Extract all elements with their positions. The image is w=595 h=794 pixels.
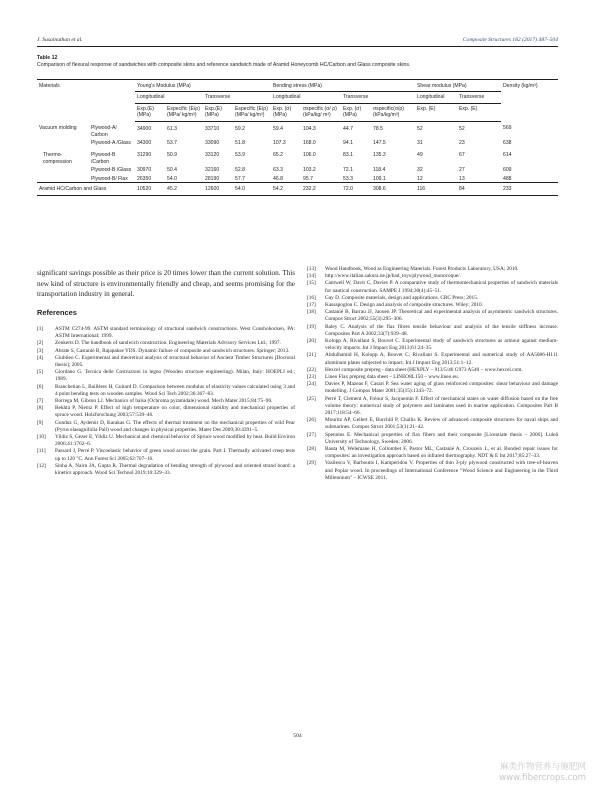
- table-cell: 32: [417, 167, 423, 174]
- table-cell: 95.7: [303, 175, 313, 182]
- table-cell: 12: [417, 175, 423, 182]
- reference-text: Bauta M, Welemane H, Collombet F, Pastor ML, Castanié A, Crouzeix L, et al. Bonded repair issues for composites: an investigation approach based on infrared thermography. NDT & E Int 2017;85:27–33.: [325, 446, 558, 460]
- reference-item[interactable]: [37, 405, 295, 419]
- table-cell: 106.0: [303, 152, 316, 159]
- table-cell: 46.8: [273, 175, 283, 182]
- reference-number: [28]: [307, 446, 316, 453]
- reference-text: Kassapoglou C. Design and analysis of composite structures. Wiley; 2010.: [325, 302, 483, 309]
- header-rule: [37, 46, 558, 47]
- table-row: [37, 138, 558, 146]
- reference-list-right: [307, 266, 558, 482]
- reference-number: [17]: [307, 302, 316, 309]
- table-cell: 53.7: [167, 139, 177, 146]
- reference-item[interactable]: [37, 434, 295, 448]
- reference-text: Yildiz S, Gezer E, Yildiz U. Mechanical and chemical behavior of Spruce wood modified by heat. Build Environ 2006;41:1762–6.: [55, 434, 295, 448]
- page-number: 504: [293, 733, 302, 739]
- reference-text: Spennins E. Mechanical properties of flax fibers and their composite [Licentiate thesis – 2006]. Luleå University of Technology, Sweden; 2006.: [325, 431, 558, 445]
- table-cell: 72.1: [343, 167, 353, 174]
- reference-number: [6]: [37, 383, 44, 390]
- th-shear-longitudinal: Longitudinal: [415, 92, 457, 103]
- table-cell: 13: [459, 175, 465, 182]
- table-cell: 27: [459, 167, 465, 174]
- th-shear-transverse: Transverse: [457, 92, 501, 103]
- table-cell: 54.0: [167, 175, 177, 182]
- table-cell-material: Plywood-B /Carbon: [91, 152, 116, 165]
- header-journal-link[interactable]: Composite Structures 182 (2017) 487–504: [462, 37, 558, 43]
- reference-item[interactable]: [307, 432, 558, 446]
- table-cell: 50.9: [167, 152, 177, 159]
- reference-text: Borrega M, Gibson LJ. Mechanics of balsa (Ochroma pyramidale) wood. Mech Mater 2015;84:75–90.: [55, 398, 273, 405]
- table-cell: 23: [459, 139, 465, 146]
- results-table: [37, 79, 558, 196]
- table-cell: 135.3: [373, 152, 386, 159]
- reference-number: [1]: [37, 325, 44, 332]
- th-shear-exp-long: Exp. (E): [415, 103, 457, 121]
- table-cell: 26350: [137, 175, 152, 182]
- reference-number: [10]: [37, 434, 46, 441]
- table-cell: 78.5: [373, 125, 383, 132]
- table-cell: 72.0: [341, 182, 371, 195]
- reference-number: [8]: [37, 405, 44, 412]
- th-spec-e-long: Especific (E/ρ) (MPa/ kg/m³): [165, 103, 203, 121]
- th-shear-exp-trans: Exp. (E): [457, 103, 501, 121]
- table-cell: 65.2: [273, 152, 283, 159]
- table-cell: 33120: [205, 152, 220, 159]
- reference-number: [16]: [307, 294, 316, 301]
- reference-number: [27]: [307, 431, 316, 438]
- reference-item[interactable]: [37, 369, 295, 383]
- reference-number: [11]: [37, 448, 46, 455]
- table-cell: 54.0: [233, 182, 271, 195]
- table-cell: 118.4: [373, 167, 386, 174]
- reference-number: [19]: [307, 323, 316, 330]
- table-cell: 53.3: [343, 175, 353, 182]
- th-exp-s-trans: Exp. (σ) (MPa): [341, 103, 371, 121]
- table-cell: 63.3: [273, 167, 283, 174]
- reference-item[interactable]: [307, 309, 558, 323]
- table-cell: 53.9: [235, 152, 245, 159]
- reference-text: Sinha A, Nairn JA, Gupta R. Thermal degradation of bending strength of plywood and oriented strand board: a kinetics approach. Wood Sci Technol 2019;10:329–33.: [55, 462, 295, 477]
- table-cell: 569: [503, 125, 512, 132]
- table-cell: 107.3: [273, 139, 286, 146]
- reference-item[interactable]: [37, 448, 295, 462]
- table-cell-material: Plywood-B/ Flax: [91, 175, 128, 182]
- table-cell: 59.2: [235, 125, 245, 132]
- table-cell-material: Plywood-A/ Carbon: [91, 125, 117, 138]
- table-cell: 233: [501, 182, 558, 195]
- table-cell: 30970: [137, 167, 152, 174]
- watermark: [466, 762, 586, 784]
- reference-text: http://www.italian.sakura.ne.jp/bad_toys/plywood_monocoque/.: [325, 273, 462, 280]
- reference-text: Branchetian L, Baillères H, Guitard D. Comparison between modulus of elasticity values calculated using 3 and 4 point bending tests on wooden samples. Wood Sci Tech 2002;36:367–83.: [55, 383, 295, 397]
- reference-number: [13]: [307, 266, 316, 272]
- reference-item[interactable]: [307, 460, 558, 482]
- table-cell: 59.4: [273, 125, 283, 132]
- reference-item[interactable]: [307, 446, 558, 460]
- reference-number: [21]: [307, 352, 316, 359]
- table-caption-text: Comparison of flexural response of sandwiches with composite skins and reference sandwich made of Aramid Honeycomb HC/Carbon and Glass composite skins.: [37, 62, 411, 68]
- reference-text: Giordano G. Tecnica delle Costruzioni in legno (Wooden structure engineering). Milan, Italy: HOEPLI ed.; 1989.: [55, 369, 295, 383]
- reference-item[interactable]: [37, 420, 295, 434]
- reference-number: [18]: [307, 309, 316, 316]
- table-cell: 31290: [137, 152, 152, 159]
- table-cell: 33090: [205, 139, 220, 146]
- table-body: [37, 121, 558, 182]
- table-cell: 168.0: [303, 139, 316, 146]
- th-exp-s-long: Exp. (σ) (MPa): [271, 103, 301, 121]
- table-cell: 57.7: [235, 175, 245, 182]
- table-cell: 109.1: [373, 175, 386, 182]
- table-cell: 45.2: [165, 182, 203, 195]
- table-label: Table 12: [37, 55, 58, 61]
- reference-list-left: [37, 326, 295, 477]
- table-row: [37, 121, 558, 138]
- table-cell: 10520: [135, 182, 165, 195]
- reference-number: [9]: [37, 419, 44, 426]
- reference-item[interactable]: [37, 348, 295, 355]
- reference-item[interactable]: [307, 367, 558, 374]
- th-spec-s-trans: σspecific(σ/ρ) (kPa/kg/m³): [371, 103, 415, 121]
- th-bending-longitudinal: Longitudinal: [271, 92, 341, 103]
- reference-number: [20]: [307, 338, 316, 345]
- th-materials: Materials: [37, 80, 135, 122]
- reference-text: Mouritz AP, Gellert E, Burchill P, Challis K. Review of advanced composite structures for naval ships and submarines. Compos Struct 2001;53(1):21–42.: [325, 417, 558, 431]
- table-cell: 116: [415, 182, 457, 195]
- reference-item[interactable]: [307, 324, 558, 338]
- table-cell: 54.2: [271, 182, 301, 195]
- reference-item[interactable]: [307, 381, 558, 395]
- reference-item[interactable]: [37, 340, 295, 347]
- reference-number: [26]: [307, 417, 316, 424]
- th-youngs-transverse: Transverse: [203, 92, 271, 103]
- table-cell-group: Thermo-compression: [43, 152, 72, 165]
- reference-item[interactable]: [307, 396, 558, 418]
- table-cell: 609: [503, 167, 512, 174]
- reference-text: Abrate S, Castanié B, Rajapakse YDS. Dynamic failure of composite and sandwich structures. Springer; 2013.: [55, 347, 290, 354]
- reference-text: Passard J, Perré P. Viscoelastic behavior of green wood across the grain. Part I. Thermally activated creep tests up to 120 °C. Ann Forest Sci 2005;62:707–16.: [55, 448, 295, 462]
- reference-item[interactable]: [307, 295, 558, 302]
- reference-number: [29]: [307, 460, 316, 467]
- table-cell: 308.6: [371, 182, 415, 195]
- reference-number: [4]: [37, 354, 44, 361]
- reference-text: Hexcel composite prepreg - data sheet (HEXPLY – 913/5/46 G973 A540 – www.hexcel.com.: [325, 366, 523, 373]
- watermark-line-1: 麻类作物营养与施肥网: [500, 762, 586, 772]
- header-authors: J. Susainathan et al.: [37, 37, 83, 43]
- reference-text: Zenkerts D. The handbook of sandwich construction. Engineering Materials Advisory Services Ltd.; 1997.: [55, 340, 281, 347]
- th-spec-s-long: σspecific (σ/ ρ) (kPa/kg/ m³): [301, 103, 341, 121]
- table-cell: 34900: [137, 125, 152, 132]
- table-row: [37, 165, 558, 173]
- table-cell: 52.8: [235, 167, 245, 174]
- reference-item[interactable]: [307, 280, 558, 294]
- reference-text: Perré T, Clement A, Fréour S, Jacquemin F. Effect of mechanical states on water diffusion based on the free volume theory: numerical study of polymers and laminates used in marine application. Composites Part B 2017;118:54–66.: [325, 395, 558, 417]
- table-cell: 51.8: [235, 139, 245, 146]
- table-cell: 147.5: [373, 139, 386, 146]
- th-exp-e-trans: Exp.(E) (MPa): [203, 103, 233, 121]
- table-cell: 614: [503, 152, 512, 159]
- reference-item[interactable]: [307, 266, 558, 273]
- table-cell-material: Plywood-B /Glass: [91, 167, 132, 174]
- table-cell: 28190: [205, 175, 220, 182]
- table-cell: 12600: [203, 182, 233, 195]
- reference-item[interactable]: [307, 417, 558, 431]
- table-cell-group: [37, 165, 89, 173]
- table-cell: 52: [417, 125, 423, 132]
- reference-number: [22]: [307, 366, 316, 373]
- table-cell: 61.3: [167, 125, 177, 132]
- reference-item[interactable]: [37, 326, 295, 340]
- th-bending-transverse: Transverse: [341, 92, 415, 103]
- reference-text: Wood Handbook, Wood as Engineering Materials. Forest Products Laboratory, USA; 2010.: [325, 266, 519, 272]
- reference-text: Bekhta P, Niemz P. Effect of high temperature on color, dimensional stability and mechanical properties of spruce wood. Holzforschung 2003;57:539–46.: [55, 405, 295, 419]
- reference-item[interactable]: [37, 463, 295, 477]
- reference-text: Gunduz G, Aydemir D, Karakas G. The effects of thermal treatment on the mechanical properties of wild Pear (Pyrus elaeagnifolia Pall) wood and changes in physical properties. Mater Des 2009;30:4391–5.: [55, 419, 295, 433]
- table-cell-group: [37, 174, 89, 183]
- table-cell: 44.7: [343, 125, 353, 132]
- table-cell: 52: [459, 125, 465, 132]
- reference-number: [25]: [307, 395, 316, 402]
- reference-item[interactable]: [307, 352, 558, 366]
- reference-number: [5]: [37, 369, 44, 376]
- reference-text: Giubileo C. Experimental and theoretical analysis of structural behavior of Ancient Timber Structures [Doctoral thesis]; 2005.: [55, 354, 295, 368]
- references-heading: References: [37, 307, 77, 317]
- reference-text: Gay D. Composite materials, design and applications. CRC Press; 2015.: [325, 294, 479, 301]
- reference-number: [2]: [37, 340, 44, 347]
- reference-text: Castanié B, Barrau JJ, Jaouen JP. Theoretical and experimental analysis of asymmetric sandwich structures. Compos Struct 2002;55(3):295–306.: [325, 309, 558, 323]
- reference-text: ASTM C274-99. ASTM standard terminology of structural sandwich constructions. West Conshohocken, PA: ASTM International; 1999.: [55, 325, 295, 340]
- th-spec-e-trans: Especific (E/ρ) (MPa/ kg/m³): [233, 103, 271, 121]
- reference-item[interactable]: [37, 384, 295, 398]
- reference-text: Lineo Flax prepreg data sheet – LINEO8L150 – www.lineo.eu.: [325, 374, 459, 381]
- table-cell-material: Plywood-A /Glass: [91, 139, 131, 146]
- reference-number: [23]: [307, 374, 316, 381]
- table-cell: 50.4: [167, 167, 177, 174]
- table-cell: 33710: [205, 125, 220, 132]
- reference-item[interactable]: [307, 338, 558, 352]
- reference-text: Davies P, Mazeas F, Casari P. Sea water aging of glass reinforced composites: shear behaviour and damage modelling. J Compos Mater 2001;35(15):1343–72.: [325, 381, 558, 395]
- reference-text: Abdulhamid H, Kolopp A, Bouvet C, Rivallant S. Experimental and numerical study of AA5086-H111 aluminum plates subjected to impact. Int J Impact Eng 2013;51:1–12.: [325, 352, 558, 366]
- reference-number: [3]: [37, 347, 44, 354]
- th-bending-stress: Bending stress (MPa): [271, 80, 415, 92]
- table-cell: 103.2: [303, 167, 316, 174]
- th-exp-e-long: Exp.(E) (MPa): [135, 103, 165, 121]
- table-cell: 49: [417, 152, 423, 159]
- table-row: [37, 182, 558, 195]
- table-cell: 83.1: [343, 152, 353, 159]
- conclusion-paragraph: significant savings possible as their price is 20 times lower than the current solution. This new kind of structure is environmentally friendly and cheap, and seems promising for the transportation industry in general.: [37, 269, 295, 299]
- table-row: [37, 174, 558, 183]
- th-youngs-longitudinal: Longitudinal: [135, 92, 203, 103]
- table-cell: 31: [417, 139, 423, 146]
- right-column: [307, 266, 558, 482]
- watermark-line-2: www.fibercrops.com: [499, 773, 586, 783]
- left-column: [37, 266, 295, 477]
- reference-text: Cantwell W, Davit C, Davies P. A comparative study of thermomechanical properties of sandwich materials for nautical construction. SAMPE J 1994;30(4):45–51.: [325, 280, 558, 294]
- th-youngs-modulus: Young's Modulus (MPa): [135, 80, 271, 92]
- table-cell: 232.2: [301, 182, 341, 195]
- table-cell: 84: [457, 182, 501, 195]
- table-row: [37, 146, 558, 165]
- reference-text: Baley C. Analysis of the flax fibres tensile behaviour and analysis of the tensile stiffness increase. Composites Part A 2002;33(7):939–48.: [325, 323, 558, 337]
- table-cell: 94.1: [343, 139, 353, 146]
- reference-number: [12]: [37, 462, 46, 469]
- table-cell: 34300: [137, 139, 152, 146]
- th-density: Density (kg/m³): [501, 80, 558, 122]
- reference-number: [15]: [307, 280, 316, 287]
- th-shear-modulus: Shear modulus (MPa): [415, 80, 501, 92]
- table-cell-group: Vacuum molding: [39, 125, 77, 132]
- reference-text: Kolopp A, Rivallant S, Bouvet C. Experimental study of sandwich structures as armour against medium-velocity impacts. Int J Impact Eng 2013;61:24–35.: [325, 338, 558, 352]
- table-cell-material: Aramid HC/Carbon and Glass: [37, 182, 135, 195]
- table-cell: 32160: [205, 167, 220, 174]
- table-cell: 638: [503, 139, 512, 146]
- reference-text: Vasilescu V, Barboutis I, Kamperidou V. Properties of thin 3-ply plywood constructed with tree-of-heaven and Poplar wood. In proceedings of International Conference "Wood Science and Engineering in the Third Millennium" – ICWSE 2011.: [325, 460, 558, 481]
- reference-item[interactable]: [37, 355, 295, 369]
- table-cell: 488: [503, 175, 512, 182]
- reference-number: [14]: [307, 273, 316, 280]
- table-cell: 104.3: [303, 125, 316, 132]
- reference-number: [7]: [37, 398, 44, 405]
- reference-number: [24]: [307, 381, 316, 388]
- table-caption: [37, 55, 558, 69]
- table-cell-group: [37, 138, 89, 146]
- table-cell: 67: [459, 152, 465, 159]
